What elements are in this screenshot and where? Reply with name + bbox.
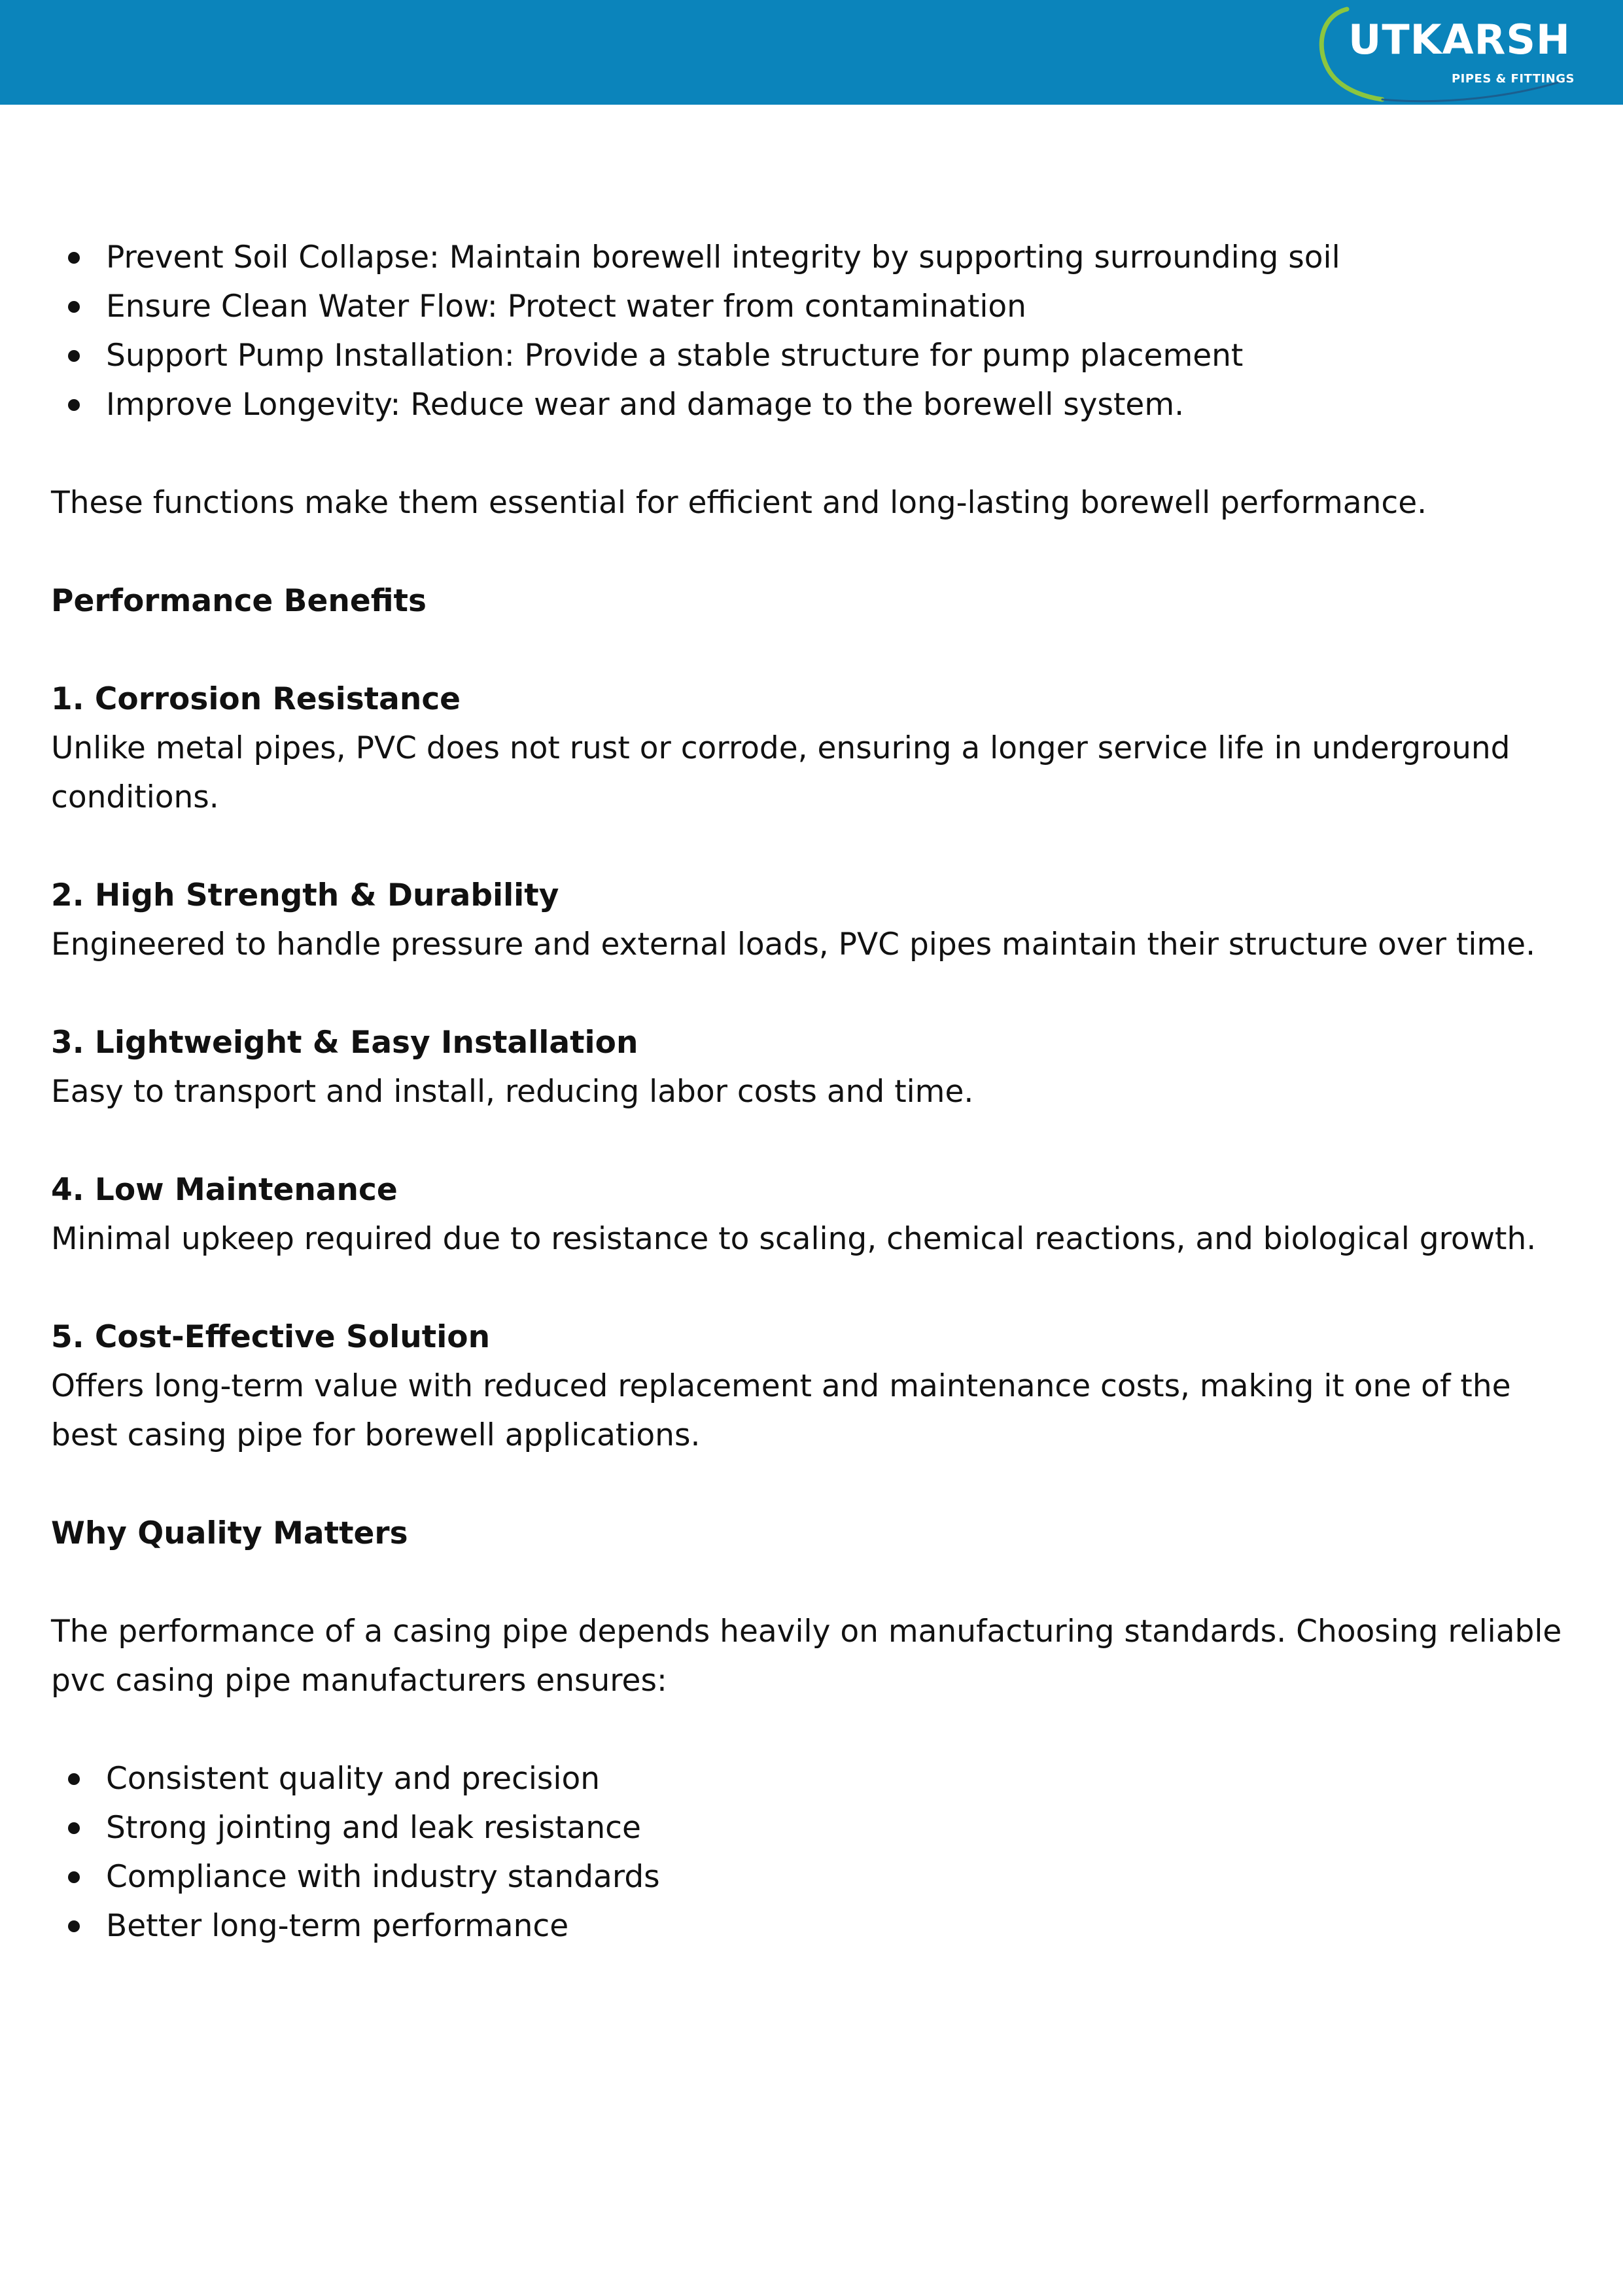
intro-bullet-list (51, 233, 1582, 429)
bullet-icon (68, 1773, 80, 1785)
document-body (51, 233, 1582, 1951)
benefit-body: Easy to transport and install, reducing labor costs and time. (51, 1074, 974, 1110)
list-item (51, 282, 1582, 331)
list-item (51, 331, 1582, 380)
quality-intro: The performance of a casing pipe depends heavily on manufacturing standards. Choosing reliable pvc casing pipe manufacturers ensures: (51, 1614, 1562, 1699)
list-item (51, 1754, 1582, 1803)
benefit-title: 5. Cost-Effective Solution (51, 1319, 491, 1355)
bullet-icon (68, 399, 80, 411)
list-item-text: Better long-term performance (106, 1908, 569, 1944)
bullet-icon (68, 1920, 80, 1932)
performance-heading: Performance Benefits (51, 583, 427, 619)
bullet-icon (68, 350, 80, 362)
quality-heading: Why Quality Matters (51, 1515, 408, 1551)
benefit-title: 1. Corrosion Resistance (51, 681, 461, 717)
brand-logo (1296, 0, 1597, 105)
list-item-text: Prevent Soil Collapse: Maintain borewell integrity by supporting surrounding soil (106, 239, 1340, 275)
list-item-text: Support Pump Installation: Provide a stable structure for pump placement (106, 338, 1244, 374)
list-item (51, 380, 1582, 429)
benefit-body: Engineered to handle pressure and external loads, PVC pipes maintain their structure over time. (51, 927, 1536, 963)
quality-bullet-list (51, 1754, 1582, 1951)
benefit-body: Offers long-term value with reduced replacement and maintenance costs, making it one of the best casing pipe for borewell applications. (51, 1368, 1511, 1453)
bullet-icon (68, 1871, 80, 1883)
benefit-title: 2. High Strength & Durability (51, 877, 559, 913)
intro-summary: These functions make them essential for efficient and long-lasting borewell performance. (51, 485, 1427, 521)
benefit-body: Minimal upkeep required due to resistance to scaling, chemical reactions, and biological growth. (51, 1221, 1537, 1257)
brand-tagline: PIPES & FITTINGS (1451, 72, 1575, 86)
list-item (51, 1852, 1582, 1901)
benefit-title: 3. Lightweight & Easy Installation (51, 1025, 638, 1061)
list-item-text: Ensure Clean Water Flow: Protect water from contamination (106, 289, 1026, 325)
benefit-body: Unlike metal pipes, PVC does not rust or corrode, ensuring a longer service life in underground conditions. (51, 730, 1510, 815)
benefit-title: 4. Low Maintenance (51, 1172, 398, 1208)
list-item (51, 1901, 1582, 1951)
list-item (51, 1803, 1582, 1852)
bullet-icon (68, 252, 80, 264)
list-item (51, 233, 1582, 282)
list-item-text: Consistent quality and precision (106, 1761, 601, 1797)
header-bar (0, 0, 1623, 105)
bullet-icon (68, 301, 80, 313)
list-item-text: Improve Longevity: Reduce wear and damage to the borewell system. (106, 387, 1185, 423)
bullet-icon (68, 1822, 80, 1834)
list-item-text: Compliance with industry standards (106, 1859, 660, 1895)
brand-name: UTKARSH (1348, 16, 1571, 63)
list-item-text: Strong jointing and leak resistance (106, 1810, 641, 1846)
